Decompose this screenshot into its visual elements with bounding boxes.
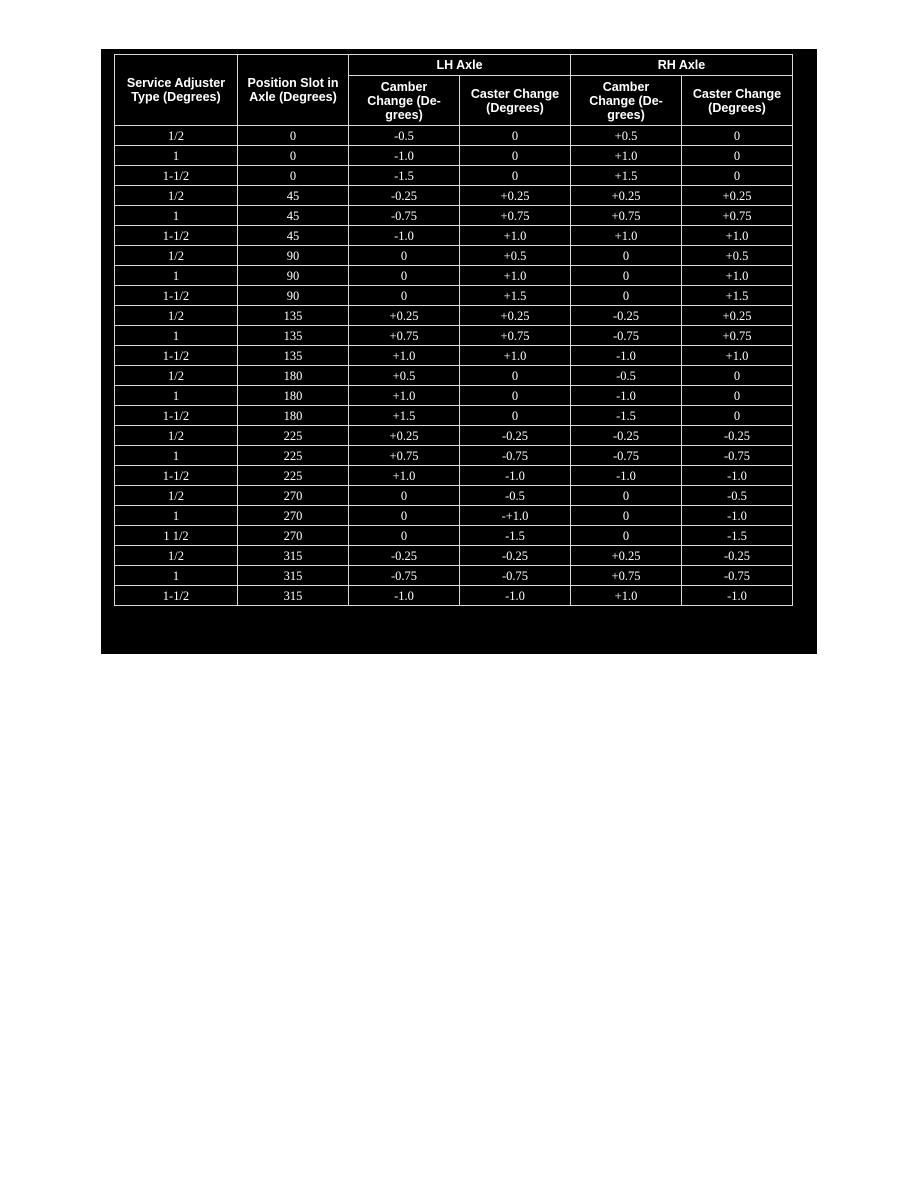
table-row: [115, 586, 793, 606]
table-header: [115, 55, 793, 126]
table-row: [115, 266, 793, 286]
lh-camber-cell: -0.25: [349, 546, 460, 566]
rh-camber-cell: 0: [571, 526, 682, 546]
position-slot-cell: 270: [238, 486, 349, 506]
service-adjuster-cell: 1: [115, 146, 238, 166]
table-row: [115, 466, 793, 486]
lh-camber-cell: -1.0: [349, 226, 460, 246]
service-adjuster-cell: 1: [115, 566, 238, 586]
position-slot-cell: 45: [238, 226, 349, 246]
position-slot-cell: 135: [238, 346, 349, 366]
rh-camber-cell: +1.5: [571, 166, 682, 186]
service-adjuster-cell: 1: [115, 506, 238, 526]
rh-caster-cell: -0.75: [682, 446, 793, 466]
rh-camber-cell: +0.25: [571, 186, 682, 206]
service-adjuster-cell: 1 1/2: [115, 526, 238, 546]
lh-camber-cell: 0: [349, 246, 460, 266]
header-lh-caster: Caster Change (Degrees): [460, 76, 571, 126]
lh-caster-cell: 0: [460, 386, 571, 406]
rh-caster-cell: -1.0: [682, 466, 793, 486]
table-row: [115, 366, 793, 386]
header-service-adjuster: Service Adjuster Type (Degrees): [115, 55, 238, 126]
service-adjuster-cell: 1/2: [115, 546, 238, 566]
service-adjuster-cell: 1: [115, 266, 238, 286]
table-row: [115, 426, 793, 446]
rh-caster-cell: -0.25: [682, 546, 793, 566]
position-slot-cell: 0: [238, 166, 349, 186]
service-adjuster-cell: 1/2: [115, 186, 238, 206]
table-row: [115, 486, 793, 506]
position-slot-cell: 135: [238, 306, 349, 326]
position-slot-cell: 270: [238, 526, 349, 546]
rh-caster-cell: 0: [682, 146, 793, 166]
rh-camber-cell: -0.75: [571, 446, 682, 466]
rh-camber-cell: +0.75: [571, 566, 682, 586]
lh-camber-cell: +1.0: [349, 346, 460, 366]
service-adjuster-cell: 1-1/2: [115, 226, 238, 246]
lh-camber-cell: 0: [349, 266, 460, 286]
service-adjuster-cell: 1: [115, 206, 238, 226]
rh-camber-cell: -0.25: [571, 306, 682, 326]
position-slot-cell: 225: [238, 446, 349, 466]
lh-caster-cell: 0: [460, 126, 571, 146]
rh-camber-cell: +0.25: [571, 546, 682, 566]
lh-camber-cell: 0: [349, 486, 460, 506]
rh-caster-cell: +0.25: [682, 186, 793, 206]
lh-caster-cell: +0.5: [460, 246, 571, 266]
lh-caster-cell: +0.25: [460, 306, 571, 326]
rh-caster-cell: +0.75: [682, 326, 793, 346]
lh-camber-cell: -1.0: [349, 146, 460, 166]
lh-camber-cell: -1.0: [349, 586, 460, 606]
rh-camber-cell: +0.5: [571, 126, 682, 146]
lh-camber-cell: +0.75: [349, 446, 460, 466]
lh-camber-cell: +1.5: [349, 406, 460, 426]
table-row: [115, 226, 793, 246]
service-adjuster-cell: 1: [115, 326, 238, 346]
rh-caster-cell: -1.5: [682, 526, 793, 546]
rh-caster-cell: +1.0: [682, 346, 793, 366]
rh-caster-cell: +1.5: [682, 286, 793, 306]
rh-camber-cell: -0.5: [571, 366, 682, 386]
lh-camber-cell: +0.5: [349, 366, 460, 386]
lh-caster-cell: 0: [460, 406, 571, 426]
service-adjuster-cell: 1-1/2: [115, 166, 238, 186]
rh-camber-cell: -0.75: [571, 326, 682, 346]
position-slot-cell: 315: [238, 566, 349, 586]
lh-camber-cell: +1.0: [349, 386, 460, 406]
table-row: [115, 546, 793, 566]
lh-caster-cell: +0.25: [460, 186, 571, 206]
lh-camber-cell: 0: [349, 286, 460, 306]
rh-camber-cell: 0: [571, 266, 682, 286]
table-row: [115, 566, 793, 586]
table-row: [115, 386, 793, 406]
rh-camber-cell: +1.0: [571, 586, 682, 606]
service-adjuster-cell: 1/2: [115, 426, 238, 446]
rh-camber-cell: 0: [571, 506, 682, 526]
rh-caster-cell: -1.0: [682, 586, 793, 606]
table-row: [115, 166, 793, 186]
lh-caster-cell: +1.5: [460, 286, 571, 306]
table-body: [115, 126, 793, 606]
lh-caster-cell: 0: [460, 166, 571, 186]
table-row: [115, 286, 793, 306]
lh-caster-cell: -0.5: [460, 486, 571, 506]
table-panel: [101, 49, 817, 654]
rh-camber-cell: -1.5: [571, 406, 682, 426]
rh-camber-cell: -1.0: [571, 386, 682, 406]
service-adjuster-cell: 1/2: [115, 486, 238, 506]
rh-camber-cell: +1.0: [571, 226, 682, 246]
rh-caster-cell: 0: [682, 406, 793, 426]
position-slot-cell: 180: [238, 366, 349, 386]
rh-camber-cell: 0: [571, 486, 682, 506]
position-slot-cell: 90: [238, 266, 349, 286]
rh-caster-cell: 0: [682, 126, 793, 146]
position-slot-cell: 0: [238, 146, 349, 166]
rh-caster-cell: -0.25: [682, 426, 793, 446]
position-slot-cell: 180: [238, 386, 349, 406]
lh-camber-cell: 0: [349, 526, 460, 546]
lh-caster-cell: -0.75: [460, 566, 571, 586]
position-slot-cell: 0: [238, 126, 349, 146]
table-row: [115, 326, 793, 346]
lh-caster-cell: +1.0: [460, 346, 571, 366]
position-slot-cell: 45: [238, 186, 349, 206]
header-rh-axle: RH Axle: [571, 55, 793, 76]
position-slot-cell: 315: [238, 586, 349, 606]
service-adjuster-cell: 1-1/2: [115, 466, 238, 486]
position-slot-cell: 315: [238, 546, 349, 566]
table-row: [115, 186, 793, 206]
service-adjuster-cell: 1/2: [115, 126, 238, 146]
position-slot-cell: 135: [238, 326, 349, 346]
service-adjuster-cell: 1-1/2: [115, 586, 238, 606]
table-row: [115, 146, 793, 166]
lh-camber-cell: -1.5: [349, 166, 460, 186]
table-row: [115, 126, 793, 146]
lh-camber-cell: -0.5: [349, 126, 460, 146]
lh-camber-cell: 0: [349, 506, 460, 526]
lh-caster-cell: +1.0: [460, 266, 571, 286]
table-row: [115, 246, 793, 266]
lh-camber-cell: -0.25: [349, 186, 460, 206]
lh-caster-cell: -1.0: [460, 466, 571, 486]
table-row: [115, 206, 793, 226]
service-adjuster-cell: 1: [115, 386, 238, 406]
lh-caster-cell: 0: [460, 366, 571, 386]
header-lh-camber: Camber Change (De- grees): [349, 76, 460, 126]
rh-caster-cell: -1.0: [682, 506, 793, 526]
service-adjuster-cell: 1/2: [115, 306, 238, 326]
lh-caster-cell: +1.0: [460, 226, 571, 246]
lh-caster-cell: +0.75: [460, 206, 571, 226]
position-slot-cell: 225: [238, 426, 349, 446]
rh-camber-cell: 0: [571, 246, 682, 266]
table-row: [115, 406, 793, 426]
rh-caster-cell: +0.75: [682, 206, 793, 226]
lh-caster-cell: 0: [460, 146, 571, 166]
lh-caster-cell: -0.75: [460, 446, 571, 466]
rh-caster-cell: +0.5: [682, 246, 793, 266]
table-row: [115, 526, 793, 546]
table-row: [115, 306, 793, 326]
position-slot-cell: 225: [238, 466, 349, 486]
rh-camber-cell: +1.0: [571, 146, 682, 166]
rh-caster-cell: +1.0: [682, 226, 793, 246]
service-adjuster-cell: 1: [115, 446, 238, 466]
lh-caster-cell: -1.0: [460, 586, 571, 606]
position-slot-cell: 180: [238, 406, 349, 426]
lh-camber-cell: -0.75: [349, 206, 460, 226]
service-adjuster-cell: 1-1/2: [115, 286, 238, 306]
position-slot-cell: 45: [238, 206, 349, 226]
lh-camber-cell: +1.0: [349, 466, 460, 486]
rh-caster-cell: 0: [682, 386, 793, 406]
header-rh-camber: Camber Change (De- grees): [571, 76, 682, 126]
header-position-slot: Position Slot in Axle (Degrees): [238, 55, 349, 126]
position-slot-cell: 90: [238, 246, 349, 266]
rh-camber-cell: -0.25: [571, 426, 682, 446]
table-row: [115, 346, 793, 366]
lh-camber-cell: +0.75: [349, 326, 460, 346]
service-adjuster-cell: 1/2: [115, 246, 238, 266]
rh-caster-cell: -0.75: [682, 566, 793, 586]
service-adjuster-cell: 1-1/2: [115, 406, 238, 426]
rh-camber-cell: +0.75: [571, 206, 682, 226]
lh-caster-cell: -+1.0: [460, 506, 571, 526]
position-slot-cell: 90: [238, 286, 349, 306]
table-row: [115, 446, 793, 466]
service-adjuster-cell: 1-1/2: [115, 346, 238, 366]
rh-camber-cell: 0: [571, 286, 682, 306]
lh-caster-cell: -0.25: [460, 426, 571, 446]
table-row: [115, 506, 793, 526]
lh-caster-cell: +0.75: [460, 326, 571, 346]
rh-caster-cell: +0.25: [682, 306, 793, 326]
lh-camber-cell: +0.25: [349, 306, 460, 326]
lh-camber-cell: -0.75: [349, 566, 460, 586]
header-lh-axle: LH Axle: [349, 55, 571, 76]
adjuster-table: [114, 54, 793, 606]
rh-caster-cell: +1.0: [682, 266, 793, 286]
service-adjuster-cell: 1/2: [115, 366, 238, 386]
lh-camber-cell: +0.25: [349, 426, 460, 446]
rh-camber-cell: -1.0: [571, 346, 682, 366]
rh-caster-cell: 0: [682, 366, 793, 386]
lh-caster-cell: -1.5: [460, 526, 571, 546]
rh-camber-cell: -1.0: [571, 466, 682, 486]
header-rh-caster: Caster Change (Degrees): [682, 76, 793, 126]
rh-caster-cell: -0.5: [682, 486, 793, 506]
position-slot-cell: 270: [238, 506, 349, 526]
lh-caster-cell: -0.25: [460, 546, 571, 566]
rh-caster-cell: 0: [682, 166, 793, 186]
